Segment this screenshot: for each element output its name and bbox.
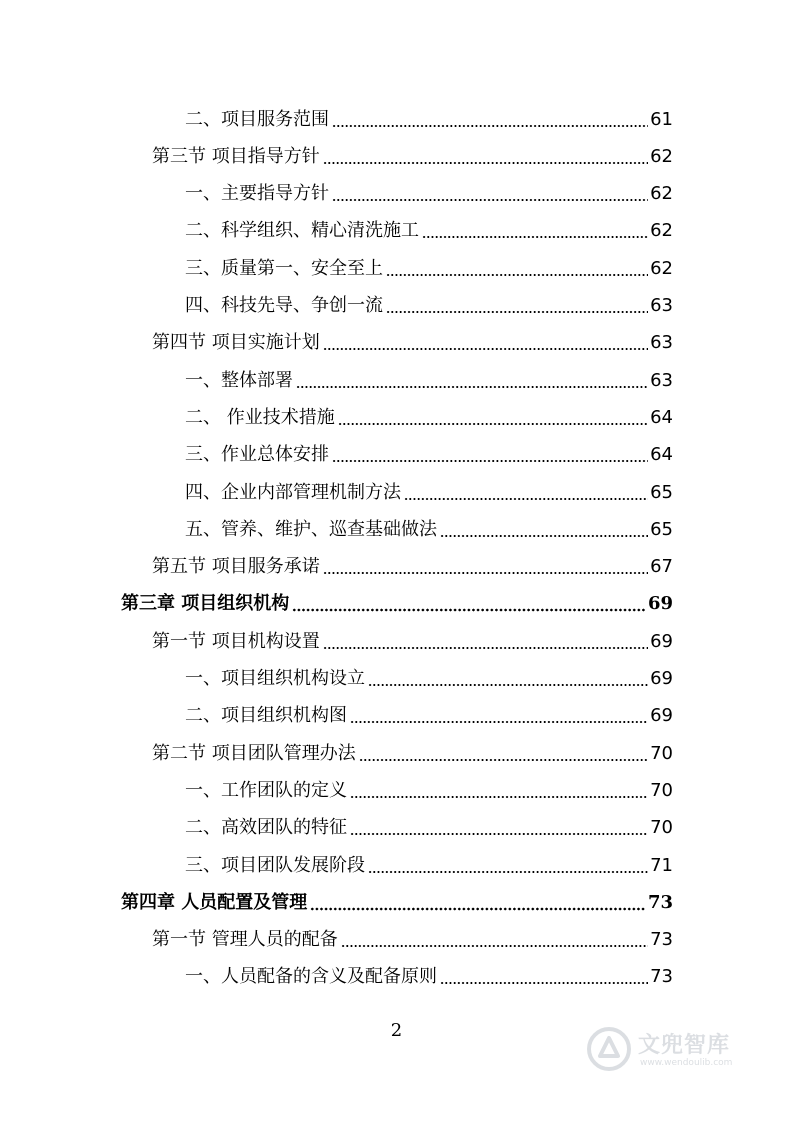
toc-entry-page: 70 [650,817,673,839]
dot-leader [332,109,648,131]
dot-leader [323,332,648,354]
toc-entry-page: 61 [650,108,673,130]
toc-entry[interactable] [185,176,673,213]
toc-entry-page: 62 [650,183,673,205]
dot-leader [332,183,648,205]
toc-entry-title: 一、主要指导方针 [185,183,329,205]
toc-entry-title: 三、质量第一、安全至上 [185,257,383,279]
toc-entry-title: 第一节 项目机构设置 [152,630,320,652]
toc-entry-page: 69 [650,630,673,652]
dot-leader [323,631,648,653]
dot-leader [440,519,648,541]
toc-entry-page: 63 [650,369,673,391]
toc-entry[interactable] [152,325,673,362]
toc-entry[interactable] [185,362,673,399]
toc-entry[interactable] [121,586,673,623]
toc-entry-title: 第一节 管理人员的配备 [152,929,338,951]
toc-entry[interactable] [152,549,673,586]
toc-entry-title: 二、项目服务范围 [185,108,329,130]
toc-entry-page: 70 [650,742,673,764]
toc-entry-title: 第三节 项目指导方针 [152,145,320,167]
toc-entry[interactable] [185,437,673,474]
toc-entry[interactable] [152,138,673,175]
toc-entry[interactable] [152,922,673,959]
toc-entry[interactable] [152,735,673,772]
toc-entry-page: 69 [647,593,673,615]
toc-entry-title: 第三章 项目组织机构 [121,593,290,615]
toc-entry-page: 62 [650,145,673,167]
toc-entry-page: 67 [650,556,673,578]
toc-entry-title: 三、项目团队发展阶段 [185,854,365,876]
toc-entry[interactable] [185,698,673,735]
toc-entry[interactable] [185,213,673,250]
dot-leader [296,370,648,392]
dot-leader [386,295,648,317]
watermark-brand: 文兜智库 [638,1033,731,1058]
dot-leader [350,817,648,839]
toc-entry-page: 73 [650,966,673,988]
toc-entry-page: 69 [650,668,673,689]
toc-entry-title: 第四章 人员配置及管理 [121,891,308,913]
toc-entry-title: 三、作业总体安排 [185,444,329,466]
toc-entry-page: 62 [650,257,673,279]
toc-entry[interactable] [121,884,673,921]
dot-leader [440,966,648,988]
toc-entry-title: 一、工作团队的定义 [185,779,347,801]
watermark-url: www.wendoulib.com [640,1058,733,1068]
dot-leader [422,220,648,242]
toc-entry[interactable] [185,288,673,325]
toc-entry-title: 第五节 项目服务承诺 [152,556,320,578]
toc-entry-title: 五、管养、维护、巡查基础做法 [185,518,437,540]
toc-entry-page: 73 [650,929,673,951]
page-number: 2 [390,1020,403,1041]
toc-entry-page: 70 [650,779,673,801]
toc-entry-page: 65 [650,518,673,540]
toc-entry-page: 64 [650,406,673,428]
toc-entry-page: 71 [650,854,673,876]
toc-entry-page: 69 [650,705,673,727]
dot-leader [368,668,648,690]
dot-leader [368,855,648,877]
dot-leader [338,407,648,429]
dot-leader [292,593,646,615]
toc-entry[interactable] [185,250,673,287]
toc-entry[interactable] [152,623,673,660]
toc-entry-title: 一、项目组织机构设立 [185,668,365,689]
dot-leader [350,705,648,727]
toc-entry[interactable] [185,511,673,548]
toc-entry-title: 二、高效团队的特征 [185,817,347,839]
toc-entry[interactable] [185,399,673,436]
dot-leader [341,929,648,951]
toc-entry[interactable] [185,772,673,809]
toc-entry-page: 73 [647,891,673,913]
toc-entry[interactable] [185,959,673,996]
dot-leader [404,482,648,504]
toc-entry[interactable] [185,847,673,884]
toc-entry-title: 二、项目组织机构图 [185,705,347,727]
toc-entry-page: 63 [650,332,673,354]
toc-entry-title: 一、整体部署 [185,369,293,391]
toc-entry-page: 65 [650,481,673,503]
dot-leader [332,444,648,466]
toc-entry[interactable] [185,101,673,138]
dot-leader [359,743,648,765]
dot-leader [350,780,648,802]
toc-entry-page: 64 [650,444,673,466]
toc-entry-title: 一、人员配备的含义及配备原则 [185,966,437,988]
toc-entry-title: 第二节 项目团队管理办法 [152,742,356,764]
toc-entry-title: 第四节 项目实施计划 [152,332,320,354]
toc-entry[interactable] [185,474,673,511]
toc-entry-title: 二、科学组织、精心清洗施工 [185,220,419,242]
dot-leader [323,556,648,578]
toc-entry-title: 四、科技先导、争创一流 [185,295,383,316]
toc-entry-page: 63 [650,295,673,316]
wendou-logo-icon [586,1026,632,1072]
toc-entry-page: 62 [650,220,673,242]
dot-leader [386,258,648,280]
toc-entry-title: 四、企业内部管理机制方法 [185,481,401,503]
dot-leader [310,892,646,914]
watermark [586,1020,766,1080]
toc-entry[interactable] [185,810,673,847]
dot-leader [323,146,648,168]
toc-entry[interactable] [185,661,673,698]
toc-entry-title: 二、 作业技术措施 [185,406,335,428]
